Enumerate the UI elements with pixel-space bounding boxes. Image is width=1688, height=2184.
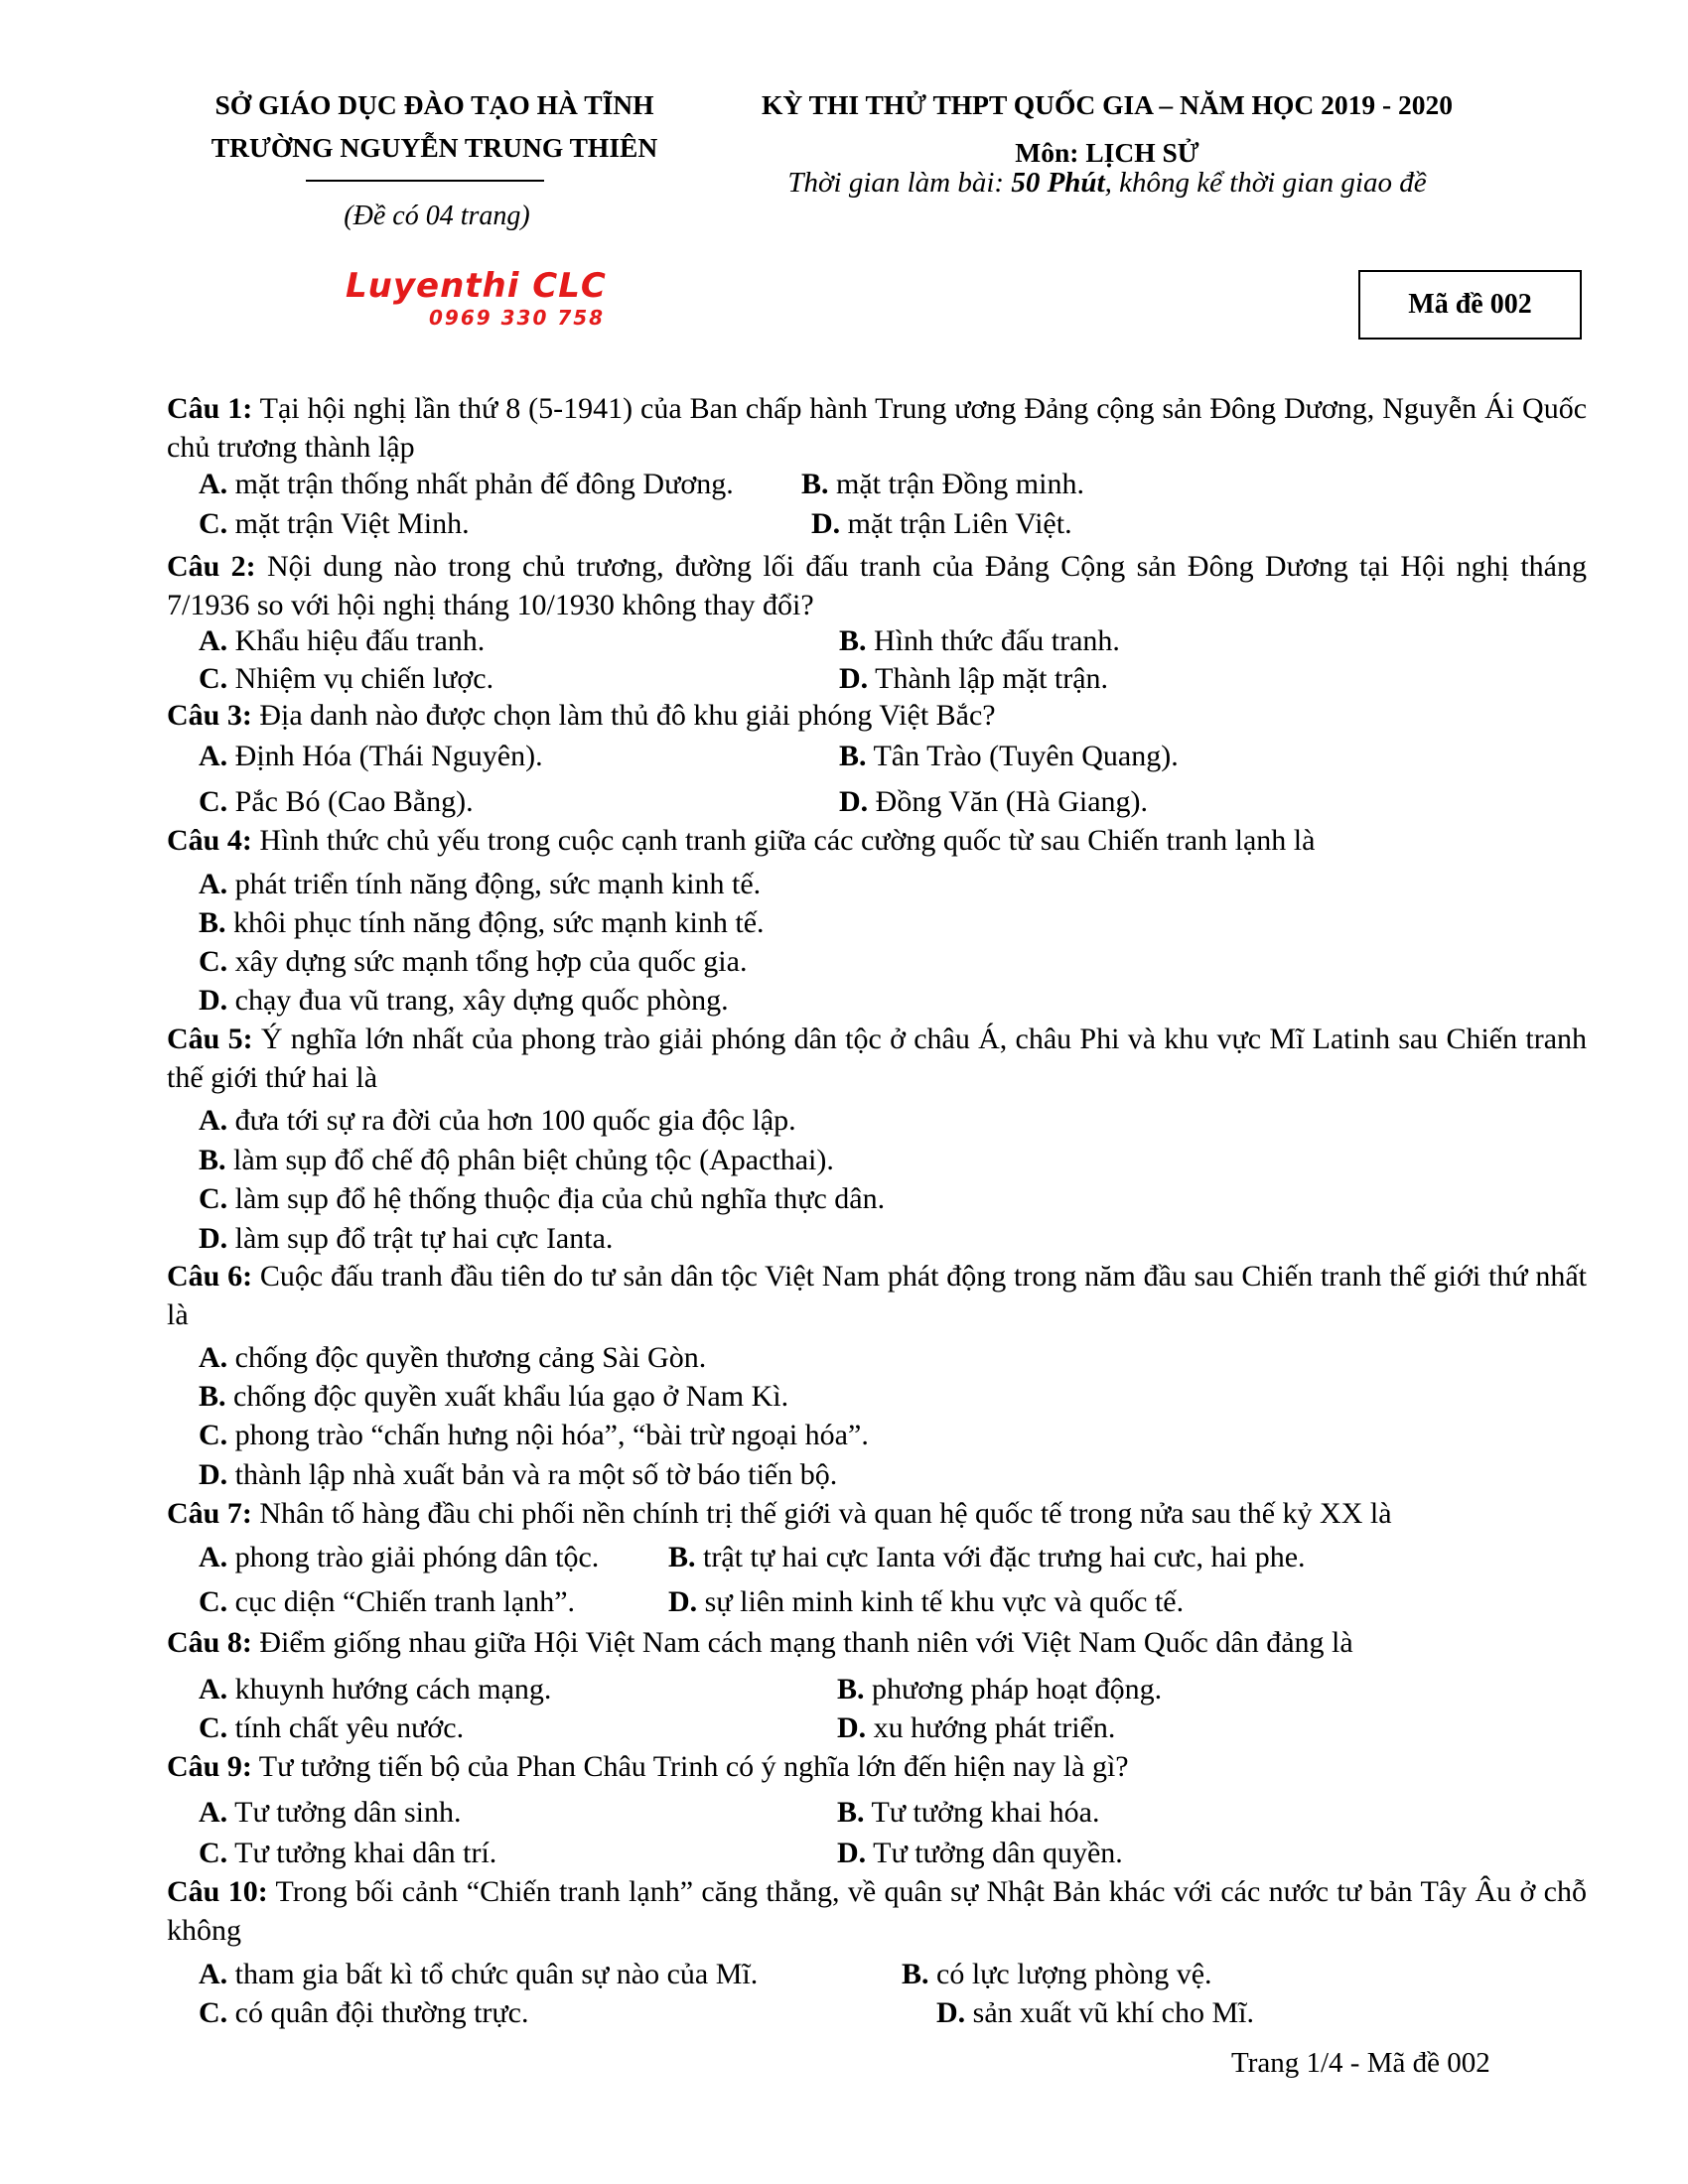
question-number: Câu 8: — [167, 1626, 252, 1659]
answer-option-b — [668, 1538, 1306, 1576]
option-text: cục diện “Chiến tranh lạnh”. — [227, 1585, 576, 1618]
question-text: Hình thức chủ yếu trong cuộc cạnh tranh giữa các cường quốc từ sau Chiến tranh lạnh là — [251, 824, 1316, 857]
option-text: Khẩu hiệu đấu tranh. — [227, 624, 486, 657]
question-number: Câu 3: — [167, 699, 252, 732]
question-number: Câu 2: — [167, 550, 256, 583]
school-name: TRƯỜNG NGUYỄN TRUNG THIÊN — [211, 132, 658, 163]
time-prefix: Thời gian làm bài: — [787, 167, 1012, 199]
question-number: Câu 5: — [167, 1023, 253, 1055]
option-label: A. — [199, 1104, 228, 1137]
answer-option-d — [199, 1455, 837, 1494]
option-label: C. — [199, 1711, 228, 1744]
answer-option-b — [839, 737, 1179, 775]
option-text: làm sụp đổ hệ thống thuộc địa của chủ nghĩa thực dân. — [227, 1182, 886, 1215]
option-label: D. — [199, 984, 228, 1017]
question-stem — [167, 696, 1587, 735]
logo-brand-text: Luyenthi CLC — [346, 266, 607, 306]
option-text: tính chất yêu nước. — [227, 1711, 465, 1744]
answer-option-c — [199, 1708, 464, 1747]
option-label: C. — [199, 1837, 228, 1869]
option-text: Nhiệm vụ chiến lược. — [227, 662, 494, 695]
answer-option-a — [199, 1793, 462, 1832]
option-label: B. — [199, 1380, 226, 1413]
option-text: Tân Trào (Tuyên Quang). — [866, 740, 1179, 772]
option-text: Pắc Bó (Cao Bằng). — [227, 785, 474, 818]
option-text: có quân đội thường trực. — [227, 1996, 529, 2029]
question-stem — [167, 1494, 1587, 1533]
question-stem — [167, 1257, 1587, 1334]
question-text: Điểm giống nhau giữa Hội Việt Nam cách mạng thanh niên với Việt Nam Quốc dân đảng là — [251, 1626, 1353, 1659]
option-text: đưa tới sự ra đời của hơn 100 quốc gia độc lập. — [227, 1104, 796, 1137]
option-label: A. — [199, 1541, 228, 1573]
answer-option-a — [199, 465, 734, 503]
answer-option-d — [936, 1993, 1254, 2032]
answer-option-a — [199, 1955, 758, 1993]
option-label: A. — [199, 1341, 228, 1374]
option-label: C. — [199, 1996, 228, 2029]
answer-option-a — [199, 1338, 706, 1377]
answer-option-c — [199, 1993, 529, 2032]
option-text: Tư tưởng khai dân trí. — [227, 1837, 497, 1869]
answer-option-d — [199, 1219, 613, 1258]
option-label: D. — [936, 1996, 966, 2029]
question-text: Ý nghĩa lớn nhất của phong trào giải phóng dân tộc ở châu Á, châu Phi và khu vực Mĩ Latinh sau Chiến tranh thế giới thứ hai là — [167, 1023, 1588, 1094]
answer-option-d — [811, 504, 1072, 543]
answer-option-b — [801, 465, 1084, 503]
question-stem — [167, 547, 1587, 624]
question-number: Câu 10: — [167, 1875, 268, 1908]
option-label: B. — [902, 1958, 929, 1990]
option-label: B. — [839, 624, 867, 657]
option-text: Thành lập mặt trận. — [868, 662, 1109, 695]
option-label: C. — [199, 945, 228, 978]
answer-option-c — [199, 1416, 869, 1454]
question-text: Nhân tố hàng đầu chi phối nền chính trị thế giới và quan hệ quốc tế trong nửa sau thế kỷ XX là — [251, 1497, 1392, 1530]
option-text: xây dựng sức mạnh tổng hợp của quốc gia. — [227, 945, 748, 978]
question-text: Địa danh nào được chọn làm thủ đô khu giải phóng Việt Bắc? — [251, 699, 996, 732]
question-text: Cuộc đấu tranh đầu tiên do tư sản dân tộc Việt Nam phát động trong năm đầu sau Chiến tranh thế giới thứ nhất là — [167, 1260, 1587, 1331]
answer-option-b — [199, 1141, 834, 1179]
option-text: mặt trận Liên Việt. — [840, 507, 1072, 540]
question-number: Câu 1: — [167, 392, 253, 425]
answer-option-b — [902, 1955, 1212, 1993]
answer-option-a — [199, 1101, 796, 1140]
option-label: A. — [199, 1673, 228, 1706]
question-number: Câu 7: — [167, 1497, 252, 1530]
option-label: D. — [811, 507, 841, 540]
option-label: A. — [199, 1958, 228, 1990]
option-label: B. — [199, 906, 226, 939]
option-label: B. — [801, 468, 829, 500]
option-label: D. — [668, 1585, 698, 1618]
answer-option-d — [199, 981, 729, 1020]
option-label: A. — [199, 624, 228, 657]
time-line — [700, 167, 1514, 200]
option-label: D. — [199, 1458, 228, 1491]
page-footer: Trang 1/4 - Mã đề 002 — [1231, 2047, 1490, 2079]
option-text: chống độc quyền xuất khẩu lúa gạo ở Nam Kì. — [225, 1380, 789, 1413]
option-label: D. — [837, 1837, 867, 1869]
question-text: Tại hội nghị lần thứ 8 (5-1941) của Ban chấp hành Trung ương Đảng cộng sản Đông Dương, Nguyễn Ái Quốc chủ trương thành lập — [167, 392, 1588, 464]
option-label: C. — [199, 662, 228, 695]
answer-option-c — [199, 1834, 496, 1872]
answer-option-d — [668, 1582, 1184, 1621]
option-text: trật tự hai cực Ianta với đặc trưng hai cưc, hai phe. — [695, 1541, 1306, 1573]
page-count-note: (Đề có 04 trang) — [344, 201, 530, 231]
option-text: Tư tưởng dân quyền. — [866, 1837, 1123, 1869]
option-text: phong trào giải phóng dân tộc. — [227, 1541, 600, 1573]
option-label: C. — [199, 1419, 228, 1451]
answer-option-d — [839, 782, 1148, 821]
department-name: SỞ GIÁO DỤC ĐÀO TẠO HÀ TĨNH — [214, 89, 654, 120]
answer-option-c — [199, 782, 474, 821]
answer-option-c — [199, 942, 747, 981]
question-number: Câu 9: — [167, 1750, 252, 1783]
question-stem — [167, 1020, 1587, 1097]
option-text: chống độc quyền thương cảng Sài Gòn. — [227, 1341, 707, 1374]
option-text: phương pháp hoạt động. — [864, 1673, 1163, 1706]
option-text: Định Hóa (Thái Nguyên). — [227, 740, 543, 772]
option-label: C. — [199, 785, 228, 818]
answer-option-b — [839, 621, 1120, 660]
question-text: Nội dung nào trong chủ trương, đường lối đấu tranh của Đảng Cộng sản Đông Dương tại Hội nghị tháng 7/1936 so với hội nghị tháng 10/1930 không thay đổi? — [167, 550, 1587, 621]
option-text: Hình thức đấu tranh. — [866, 624, 1120, 657]
answer-option-c — [199, 659, 493, 698]
answer-option-a — [199, 865, 761, 903]
option-label: A. — [199, 468, 228, 500]
question-stem — [167, 389, 1587, 467]
answer-option-a — [199, 1670, 551, 1708]
option-text: làm sụp đổ trật tự hai cực Ianta. — [227, 1222, 614, 1255]
option-text: sản xuất vũ khí cho Mĩ. — [965, 1996, 1254, 2029]
answer-option-d — [837, 1834, 1123, 1872]
option-text: khôi phục tính năng động, sức mạnh kinh tế. — [225, 906, 765, 939]
option-label: C. — [199, 1182, 228, 1215]
time-value: 50 Phút — [1011, 167, 1105, 199]
question-stem — [167, 1623, 1587, 1662]
option-text: mặt trận Đồng minh. — [828, 468, 1084, 500]
answer-option-b — [199, 1377, 788, 1416]
option-text: phong trào “chấn hưng nội hóa”, “bài trừ ngoại hóa”. — [227, 1419, 869, 1451]
answer-option-d — [837, 1708, 1115, 1747]
answer-option-b — [837, 1670, 1162, 1708]
question-stem — [167, 1872, 1587, 1950]
option-text: khuynh hướng cách mạng. — [227, 1673, 552, 1706]
exam-code-box: Mã đề 002 — [1358, 270, 1582, 340]
question-stem — [167, 821, 1587, 860]
option-text: mặt trận Việt Minh. — [227, 507, 470, 540]
option-label: B. — [837, 1796, 865, 1829]
answer-option-c — [199, 504, 470, 543]
option-text: mặt trận thống nhất phản đế đông Dương. — [227, 468, 734, 500]
answer-option-c — [199, 1582, 575, 1621]
answer-option-b — [199, 903, 765, 942]
header-underline — [306, 180, 544, 182]
question-text: Trong bối cảnh “Chiến tranh lạnh” căng thẳng, về quân sự Nhật Bản khác với các nước tư bản Tây Âu ở chỗ không — [167, 1875, 1587, 1947]
exam-title: KỲ THI THỬ THPT QUỐC GIA – NĂM HỌC 2019 - 2020 — [762, 89, 1453, 120]
question-number: Câu 4: — [167, 824, 252, 857]
answer-option-c — [199, 1179, 885, 1218]
answer-option-a — [199, 1538, 599, 1576]
option-text: xu hướng phát triển. — [866, 1711, 1116, 1744]
option-label: C. — [199, 1585, 228, 1618]
answer-option-b — [837, 1793, 1099, 1832]
option-text: chạy đua vũ trang, xây dựng quốc phòng. — [227, 984, 729, 1017]
answer-option-a — [199, 737, 543, 775]
option-text: làm sụp đổ chế độ phân biệt chủng tộc (Apacthai). — [225, 1144, 834, 1176]
option-label: C. — [199, 507, 228, 540]
option-text: tham gia bất kì tổ chức quân sự nào của Mĩ. — [227, 1958, 759, 1990]
option-label: D. — [839, 785, 869, 818]
answer-option-a — [199, 621, 485, 660]
option-text: Tư tưởng dân sinh. — [227, 1796, 462, 1829]
option-label: B. — [199, 1144, 226, 1176]
option-label: B. — [839, 740, 867, 772]
answer-option-d — [839, 659, 1108, 698]
option-text: có lực lượng phòng vệ. — [928, 1958, 1212, 1990]
option-label: A. — [199, 868, 228, 900]
option-text: phát triển tính năng động, sức mạnh kinh tế. — [227, 868, 762, 900]
option-text: Đồng Văn (Hà Giang). — [868, 785, 1149, 818]
option-label: D. — [839, 662, 869, 695]
option-label: A. — [199, 1796, 228, 1829]
subject-line: Môn: LỊCH SỬ — [1015, 137, 1199, 168]
question-number: Câu 6: — [167, 1260, 253, 1293]
option-text: thành lập nhà xuất bản và ra một số tờ báo tiến bộ. — [227, 1458, 838, 1491]
option-label: D. — [837, 1711, 867, 1744]
logo-phone-text: 0969 330 758 — [429, 306, 606, 330]
question-stem — [167, 1747, 1587, 1786]
option-label: A. — [199, 740, 228, 772]
option-label: B. — [668, 1541, 696, 1573]
option-label: D. — [199, 1222, 228, 1255]
option-label: B. — [837, 1673, 865, 1706]
question-text: Tư tưởng tiến bộ của Phan Châu Trinh có ý nghĩa lớn đến hiện nay là gì? — [251, 1750, 1129, 1783]
option-text: Tư tưởng khai hóa. — [864, 1796, 1100, 1829]
time-suffix: , không kể thời gian giao đề — [1104, 167, 1427, 199]
option-text: sự liên minh kinh tế khu vực và quốc tế. — [697, 1585, 1185, 1618]
